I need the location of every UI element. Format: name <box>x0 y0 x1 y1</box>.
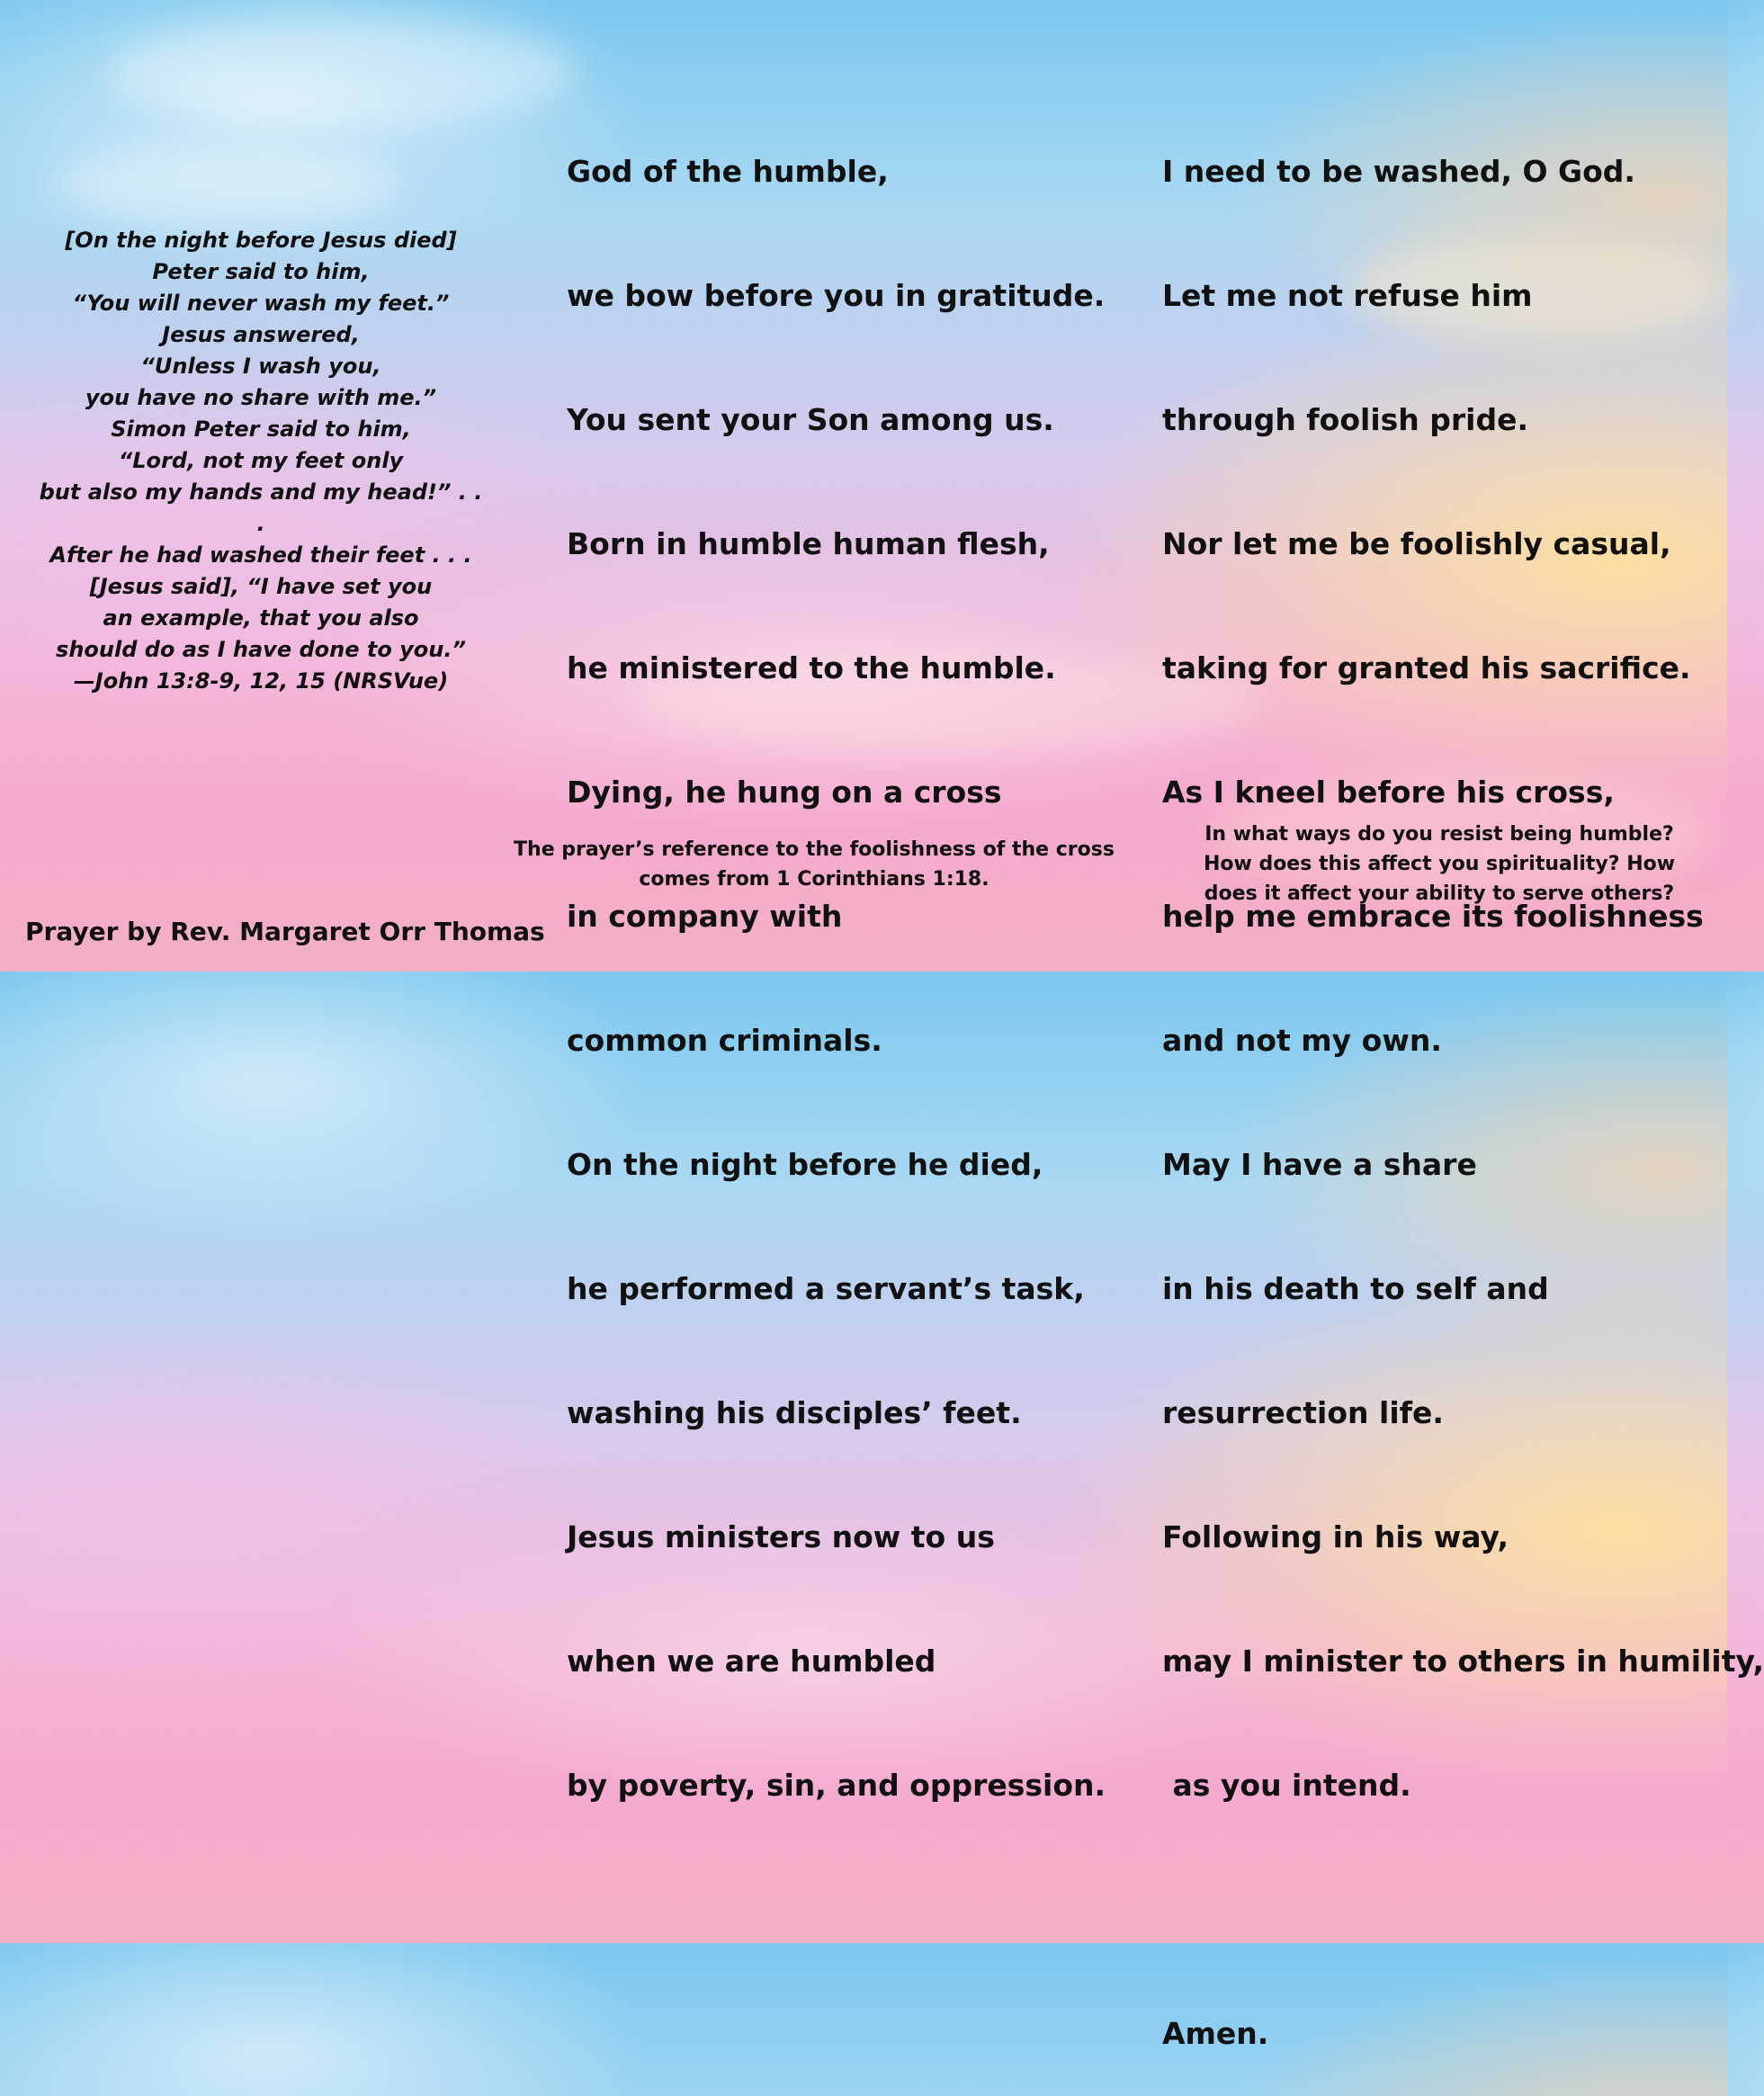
prayer-line: as you intend. <box>1162 1768 1411 1803</box>
prayer-line: Dying, he hung on a cross <box>567 775 1002 810</box>
prayer-credit: Prayer by Rev. Margaret Orr Thomas <box>25 917 545 946</box>
scripture-line: you have no share with me.” <box>85 385 437 410</box>
prayer-line: On the night before he died, <box>567 1147 1043 1182</box>
reflection-question-line: does it affect your ability to serve others? <box>1204 882 1675 905</box>
scripture-line: “Unless I wash you, <box>140 354 381 379</box>
prayer-line: God of the humble, <box>567 154 889 189</box>
scripture-line: Jesus answered, <box>162 322 360 347</box>
scripture-citation: —John 13:8-9, 12, 15 (NRSVue) <box>73 668 449 694</box>
prayer-line: help me embrace its foolishness <box>1162 899 1704 934</box>
prayer-line: Jesus ministers now to us <box>567 1519 995 1554</box>
scripture-line: Peter said to him, <box>152 259 370 284</box>
scripture-line: After he had washed their feet . . . <box>49 542 472 568</box>
prayer-column-2 <box>1162 68 1764 2096</box>
prayer-line: I need to be washed, O God. <box>1162 154 1635 189</box>
prayer-line: we bow before you in gratitude. <box>567 278 1106 313</box>
prayer-line: Born in humble human flesh, <box>567 526 1050 561</box>
prayer-line: You sent your Son among us. <box>567 402 1054 437</box>
prayer-line: in company with <box>567 899 843 934</box>
reflection-questions <box>1169 820 1709 909</box>
reflection-question-line: How does this affect you spirituality? How <box>1203 853 1676 875</box>
prayer-line: and not my own. <box>1162 1023 1442 1058</box>
prayer-line: As I kneel before his cross, <box>1162 775 1615 810</box>
prayer-line: may I minister to others in humility, <box>1162 1644 1764 1679</box>
prayer-line: taking for granted his sacrifice. <box>1162 650 1691 685</box>
prayer-line: Following in his way, <box>1162 1519 1509 1554</box>
prayer-line: in his death to self and <box>1162 1271 1549 1306</box>
prayer-line: when we are humbled <box>567 1644 936 1679</box>
prayer-line: resurrection life. <box>1162 1395 1444 1430</box>
cloud-decoration <box>108 18 576 126</box>
scripture-line: [On the night before Jesus died] <box>65 228 457 253</box>
scripture-passage <box>36 225 486 697</box>
reference-note-line: comes from 1 Corinthians 1:18. <box>639 868 989 891</box>
scripture-line: “Lord, not my feet only <box>118 448 404 473</box>
scripture-line: “You will never wash my feet.” <box>72 291 450 316</box>
prayer-line: through foolish pride. <box>1162 402 1529 437</box>
prayer-blank-line <box>1162 1889 1720 1930</box>
prayer-amen: Amen. <box>1162 2016 1269 2051</box>
prayer-line: he performed a servant’s task, <box>567 1271 1085 1306</box>
reference-note-line: The prayer’s reference to the foolishness of the cross <box>514 838 1115 861</box>
scripture-line: but also my hands and my head!” . . . <box>39 479 483 536</box>
reflection-question-line: In what ways do you resist being humble? <box>1204 823 1674 846</box>
reference-note <box>504 835 1124 894</box>
scripture-line: Simon Peter said to him, <box>111 417 411 442</box>
prayer-line: by poverty, sin, and oppression. <box>567 1768 1106 1803</box>
scripture-line: an example, that you also <box>103 605 419 631</box>
prayer-line: common criminals. <box>567 1023 882 1058</box>
prayer-line: May I have a share <box>1162 1147 1477 1182</box>
prayer-line: he ministered to the humble. <box>567 650 1056 685</box>
prayer-line: Let me not refuse him <box>1162 278 1533 313</box>
scripture-line: should do as I have done to you.” <box>56 637 466 662</box>
prayer-column-1 <box>567 68 1115 1848</box>
prayer-line: Nor let me be foolishly casual, <box>1162 526 1671 561</box>
cloud-decoration <box>54 144 396 225</box>
prayer-line: washing his disciples’ feet. <box>567 1395 1022 1430</box>
scripture-line: [Jesus said], “I have set you <box>89 574 433 599</box>
